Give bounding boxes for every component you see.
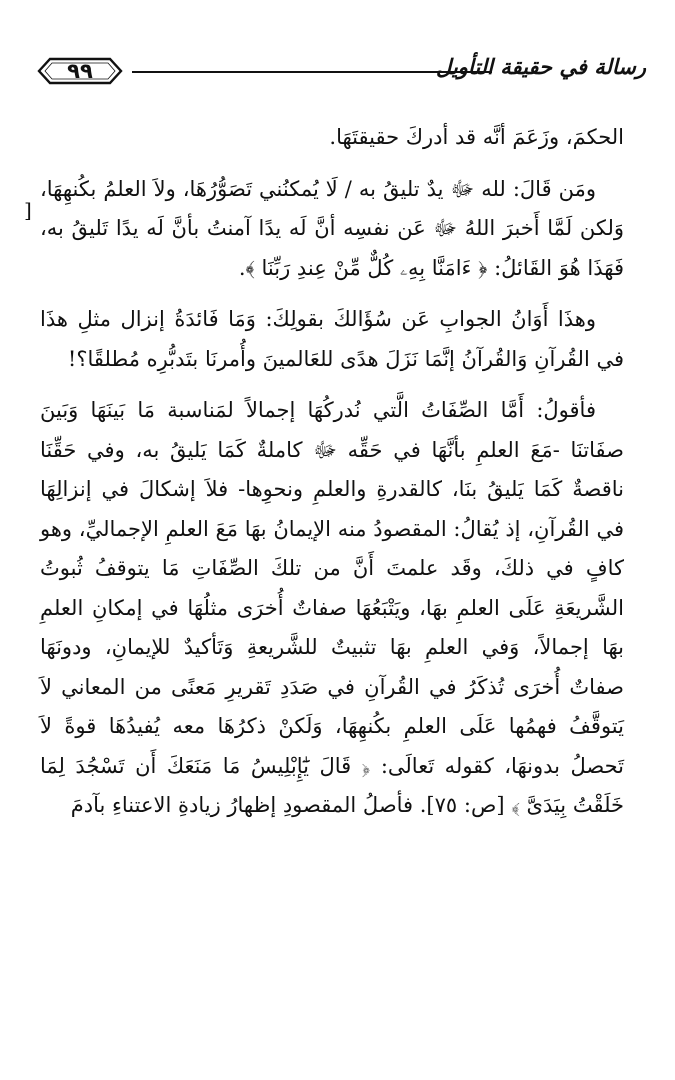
paragraph: الحكمَ، وزَعَمَ أنَّه قد أدركَ حقيقتَهَا. <box>329 125 624 149</box>
paragraph: ومَن قَالَ: لله ﷻ يدٌ تليقُ به / لَا يُمكنُني تَصَوُّرُهَا، ولاَ العلمُ بكُنهِهَا، وَلكن لَمَّا أَخبرَ اللهُ ﷻ عَن نفسِه أنَّ لَه يدًا آمنتُ بأنَّ لَه يدًا تَليقُ به، فَهَذَا هُوَ القَائلُ: ﴿ ءَامَنَّا بِهِۦ كُلٌّ مِّنْ عِندِ رَبِّنَا ﴾. <box>40 176 624 280</box>
page-number-badge <box>36 56 124 86</box>
paragraph: فأقولُ: أَمَّا الصِّفَاتُ الَّتي نُدركُهَا إجمالاً لمَناسبة مَا بَينَهَا وَبَينَ صفَاتنَا -مَعَ العلمِ بأنَّهَا في حَقِّه ﷻ كاملةٌ كَمَا يَليقُ به، وفي حَقِّنَا ناقصةٌ كَمَا يَليقُ بنَا، كالقدرةِ والعلمِ ونحوِها- فلاَ إشكالَ في إنزالِهَا في القُرآنِ، إذ يُقالُ: المقصودُ منه الإيمانُ بهَا مَعَ العلمِ الإجماليِّ، وهو كافٍ في ذلكَ، وقَد علمتَ أَنَّ من تلكَ الصِّفَاتِ مَا يتوقفُ ثُبوتُ الشَّريعَةِ عَلَى العلمِ بهَا، ويَتْبَعُهَا صفاتٌ أُخرَى مثلُهَا في إمكانِ العلمِ بهَا إجمالاً، وَفي العلمِ بهَا تثبيتٌ للشَّريعةِ وَتَأكيدٌ للإيمانِ، ودونَهَا صفاتٌ أُخرَى تُذكَرُ في القُرآنِ في صَدَدِ تَقريرِ مَعنًى من المعاني لاَ يَتوقَّفُ فهمُها عَلَى العلمِ بكُنهِهَا، وَلَكنْ ذكرُهَا معه يُفيدُهَا قوةً لاَ تَحصلُ بدونهَا، كقوله تَعالَى: ﴿ قَالَ يَٰٓإِبْلِيسُ مَا مَنَعَكَ أَن تَسْجُدَ لِمَا خَلَقْتُ بِيَدَىَّ ﴾ [ص: ٧٥]. فأصلُ المقصودِ إظهارُ زيادةِ الاعتناءِ بآدمَ <box>40 398 624 817</box>
page-header <box>36 52 646 92</box>
body-text <box>40 118 624 826</box>
margin-bracket: ] <box>24 198 32 222</box>
running-title: رسالة في حقيقة التأويل <box>436 54 646 79</box>
paragraph: وهذَا أَوَانُ الجوابِ عَن سُؤَالكَ بقولِكَ: وَمَا فَائدَةُ إنزال مثلِ هذَا في القُرآنِ وَالقُرآنُ إنَّمَا نَزَلَ هدًى للعَالمينَ وأُمرنَا بتَدبُّرِه مُطلقًا؟! <box>40 307 624 371</box>
page-number: ٩٩ <box>67 59 93 83</box>
